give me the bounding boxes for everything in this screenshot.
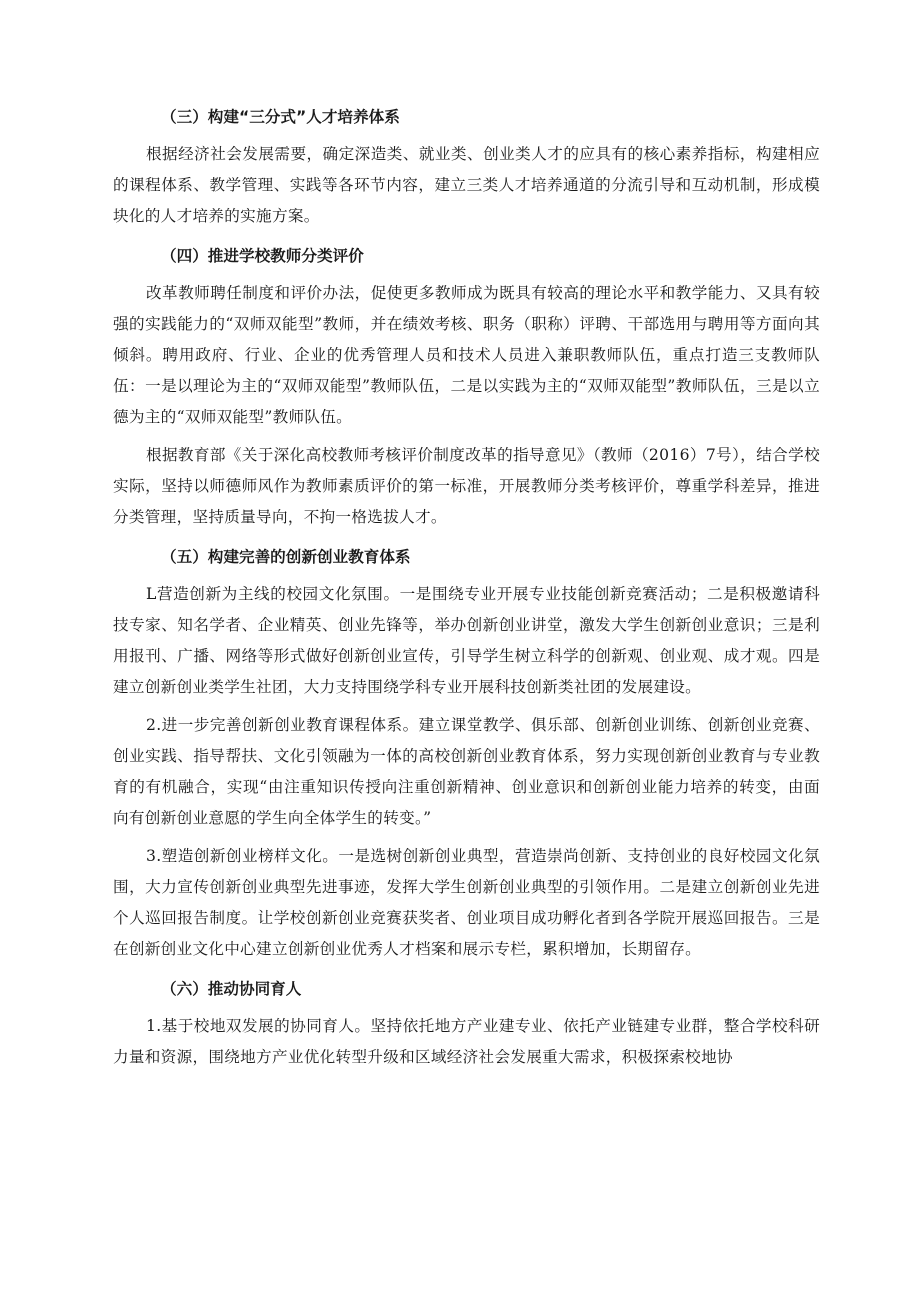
paragraph: 3.塑造创新创业榜样文化。一是选树创新创业典型，营造崇尚创新、支持创业的良好校园文化氛围，大力宣传创新创业典型先进事迹，发挥大学生创新创业典型的引领作用。二是建立创新创业先进个人巡回报告制度。让学校创新创业竞赛获奖者、创业项目成功孵化者到各学院开展巡回报告。三是在创新创业文化中心建立创新创业优秀人才档案和展示专栏，累积增加，长期留存。 [113,847,820,958]
paragraph: 2.进一步完善创新创业教育课程体系。建立课堂教学、俱乐部、创新创业训练、创新创业竞赛、创业实践、指导帮扶、文化引领融为一体的高校创新创业教育体系，努力实现创新创业教育与专业教育的有机融合，实现“由注重知识传授向注重创新精神、创业意识和创新创业能力培养的转变，由面向有创新创业意愿的学生向全体学生的转变。” [113,716,820,827]
section-heading-5: （五）构建完善的创新创业教育体系 [161,548,411,566]
paragraph: L营造创新为主线的校园文化氛围。一是围绕专业开展专业技能创新竞赛活动；二是积极邀请科技专家、知名学者、企业精英、创业先锋等，举办创新创业讲堂，激发大学生创新创业意识；三是利用报刊、广播、网络等形式做好创新创业宣传，引导学生树立科学的创新观、创业观、成才观。四是建立创新创业类学生社团，大力支持围绕学科专业开展科技创新类社团的发展建设。 [113,585,820,696]
section-heading-3: （三）构建“三分式”人才培养体系 [161,108,400,126]
paragraph: 改革教师聘任制度和评价办法，促使更多教师成为既具有较高的理论水平和教学能力、又具有较强的实践能力的“双师双能型”教师，并在绩效考核、职务（职称）评聘、干部选用与聘用等方面向其倾斜。聘用政府、行业、企业的优秀管理人员和技术人员进入兼职教师队伍，重点打造三支教师队伍：一是以理论为主的“双师双能型”教师队伍，二是以实践为主的“双师双能型”教师队伍，三是以立德为主的“双师双能型”教师队伍。 [113,284,820,426]
paragraph: 根据教育部《关于深化高校教师考核评价制度改革的指导意见》（教师（2016）7号），结合学校实际，坚持以师德师风作为教师素质评价的第一标准，开展教师分类考核评价，尊重学科差异，推进分类管理，坚持质量导向，不拘一格选拔人才。 [113,446,820,526]
section-heading-4: （四）推进学校教师分类评价 [161,247,364,265]
paragraph: 根据经济社会发展需要，确定深造类、就业类、创业类人才的应具有的核心素养指标，构建相应的课程体系、教学管理、实践等各环节内容，建立三类人才培养通道的分流引导和互动机制，形成模块化的人才培养的实施方案。 [113,145,820,225]
document-body [113,102,820,1080]
paragraph: 1.基于校地双发展的协同育人。坚持依托地方产业建专业、依托产业链建专业群，整合学校科研力量和资源，围绕地方产业优化转型升级和区域经济社会发展重大需求，积极探索校地协 [113,1017,820,1066]
section-heading-6: （六）推动协同育人 [161,980,302,998]
